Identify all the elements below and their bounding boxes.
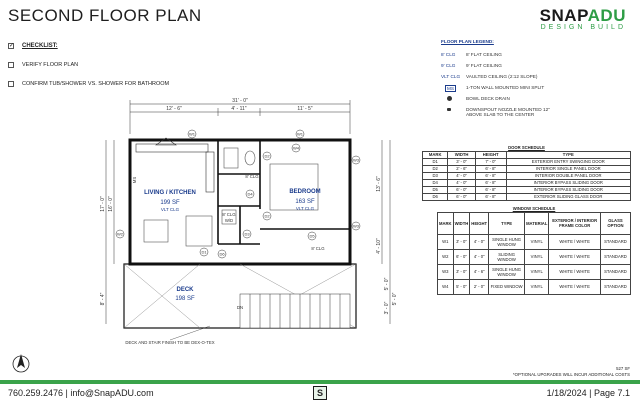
legend-row: MS 1-TON WALL MOUNTED MINI SPLIT [447,85,545,91]
checklist-heading-row [8,40,169,51]
table-row: D2 2' - 6" 6' - 8" INTERIOR SINGLE PANEL DOOR [423,165,631,172]
dim-left2: 16' - 0" [108,196,114,212]
table-header-row: MARK WIDTH HEIGHT TYPE [423,151,631,158]
deck-drain-icon [447,96,452,101]
table-row: W2 6' - 0" 4' - 0" SLIDING WINDOW VINYL WHITE / WHITE STANDARD [438,249,631,264]
logo-tagline: DESIGN BUILD [540,24,626,31]
table-row: D4 4' - 0" 6' - 8" INTERIOR BYPASS SLIDING DOOR [423,179,631,186]
table-row: D1 3' - 0" 7' - 0" EXTERIOR ENTRY SWINGING DOOR [423,158,631,165]
bedroom-label: BEDROOM [289,189,321,195]
checklist-item-label: CONFIRM TUB/SHOWER VS. SHOWER FOR BATHROOM [22,80,170,87]
contact-info[interactable]: 760.259.2476 | info@SnapADU.com [8,388,154,398]
dim-right3: 5' - 0" [384,277,390,291]
living-kitchen-ceiling: VLT CLG [160,207,180,212]
checkbox[interactable] [8,81,14,87]
dim-deck: 8' - 4" [100,292,106,306]
tag-d4: D4 [247,191,253,197]
dim-a: 12' - 6" [166,106,182,112]
tag-w1b: W1 [297,131,303,137]
company-logo [540,6,626,31]
dim-right: 13' - 6" [376,176,382,192]
dim-b: 4' - 11" [231,106,247,112]
ceiling-8-c: 8' CLG [311,246,325,251]
checklist-heading: CHECKLIST: [22,42,58,49]
total-square-footage: 527 SF [616,366,630,371]
table-row: W1 3' - 0" 4' - 0" SINGLE HUNG WINDOW VINYL WHITE / WHITE STANDARD [438,234,631,249]
table-header-row: MARK WIDTH HEIGHT TYPE MATERIAL EXTERIOR / INTERIOR FRAME COLOR GLASS OPTION [438,212,631,234]
legend-row: DOWNSPOUT NOZZLE MOUNTED 12" ABOVE SLAB TO THE CENTER [441,107,564,118]
tag-d2b: D2 [264,213,270,219]
tag-d1: D1 [201,249,207,255]
table-row: D6 6' - 0" 6' - 8" EXTERIOR SLIDING GLASS DOOR [423,193,631,200]
deck-area: 198 SF [175,296,195,302]
door-schedule-title: DOOR SCHEDULE [508,144,545,150]
ceiling-8-a: 8' CLG [245,174,259,179]
door-schedule [422,144,631,201]
checked-checkbox[interactable]: ✓ [9,42,15,49]
tag-w2: W2 [117,231,123,237]
north-arrow-icon [8,352,34,376]
logo-stamp-icon: S [313,386,327,400]
floor-plan-drawing [100,94,405,394]
living-kitchen-area: 199 SF [160,200,180,206]
legend-row: 9' CLG 9' FLAT CEILING [441,63,502,68]
legend-row: VLT CLG VAULTED CEILING (2:12 SLOPE) [441,74,538,79]
deck-finish-note: DECK AND STAIR FINISH TO BE DEX-O-TEX [125,340,215,345]
table-row: D3 4' - 0" 6' - 8" INTERIOR DOUBLE PANEL DOOR [423,172,631,179]
ceiling-8-b: 8' CLG [222,212,236,217]
stair-down-label: DN [236,305,244,310]
downspout-icon [447,108,451,111]
tag-d2a: D2 [264,153,270,159]
checklist-item [8,78,169,89]
living-kitchen-label: LIVING / KITCHEN [144,190,196,196]
legend-row: BOWL DECK DRAIN [441,96,564,107]
tag-d6: D6 [219,251,225,257]
deck-label: DECK [176,287,194,293]
tag-d3: D3 [244,231,250,237]
bedroom-area: 163 SF [295,199,315,205]
tag-d5: D5 [309,233,315,239]
tag-w1a: W1 [189,131,195,137]
dim-left: 17' - 0" [100,196,106,212]
checklist [8,40,169,97]
window-schedule [437,205,631,295]
dim-right5: 5' - 0" [392,292,398,306]
logo-wordmark: SNAPADU [539,6,626,25]
page-title: SECOND FLOOR PLAN [8,6,202,25]
washer-dryer-label: W/D [224,218,234,223]
tag-w4: W4 [293,145,299,151]
dim-right4: 3' - 0" [384,301,390,315]
legend-title: FLOOR PLAN LEGEND: [441,39,494,44]
dim-total: 31' - 0" [232,98,248,104]
footer [0,386,640,406]
date-page: 1/18/2024 | Page 7.1 [546,388,630,398]
tag-w3a: W3 [353,157,359,163]
mini-split-label: MS [132,176,137,184]
bedroom-ceiling: VLT CLG [295,206,315,211]
window-schedule-title: WINDOW SCHEDULE [512,205,556,211]
legend-row: 8' CLG 8' FLAT CEILING [441,52,502,57]
dim-c: 11' - 5" [297,106,313,112]
checklist-item-label: VERIFY FLOOR PLAN [22,61,79,68]
bottom-note [513,366,630,378]
floor-plan-legend [441,39,564,118]
dim-right2: 4' - 10" [376,238,382,254]
upgrade-note: *OPTIONAL UPGRADES WILL INCUR ADDITIONAL COSTS [513,372,630,377]
table-row: D5 6' - 0" 6' - 8" INTERIOR BYPASS SLIDING DOOR [423,186,631,193]
footer-accent-bar [0,380,640,384]
table-row: W3 3' - 0" 4' - 6" SINGLE HUNG WINDOW VINYL WHITE / WHITE STANDARD [438,264,631,279]
tag-w3b: W3 [353,223,359,229]
checklist-item [8,59,169,70]
checkbox[interactable] [8,62,14,68]
table-row: W4 5' - 0" 2' - 0" FIXED WINDOW VINYL WHITE / WHITE STANDARD [438,279,631,294]
